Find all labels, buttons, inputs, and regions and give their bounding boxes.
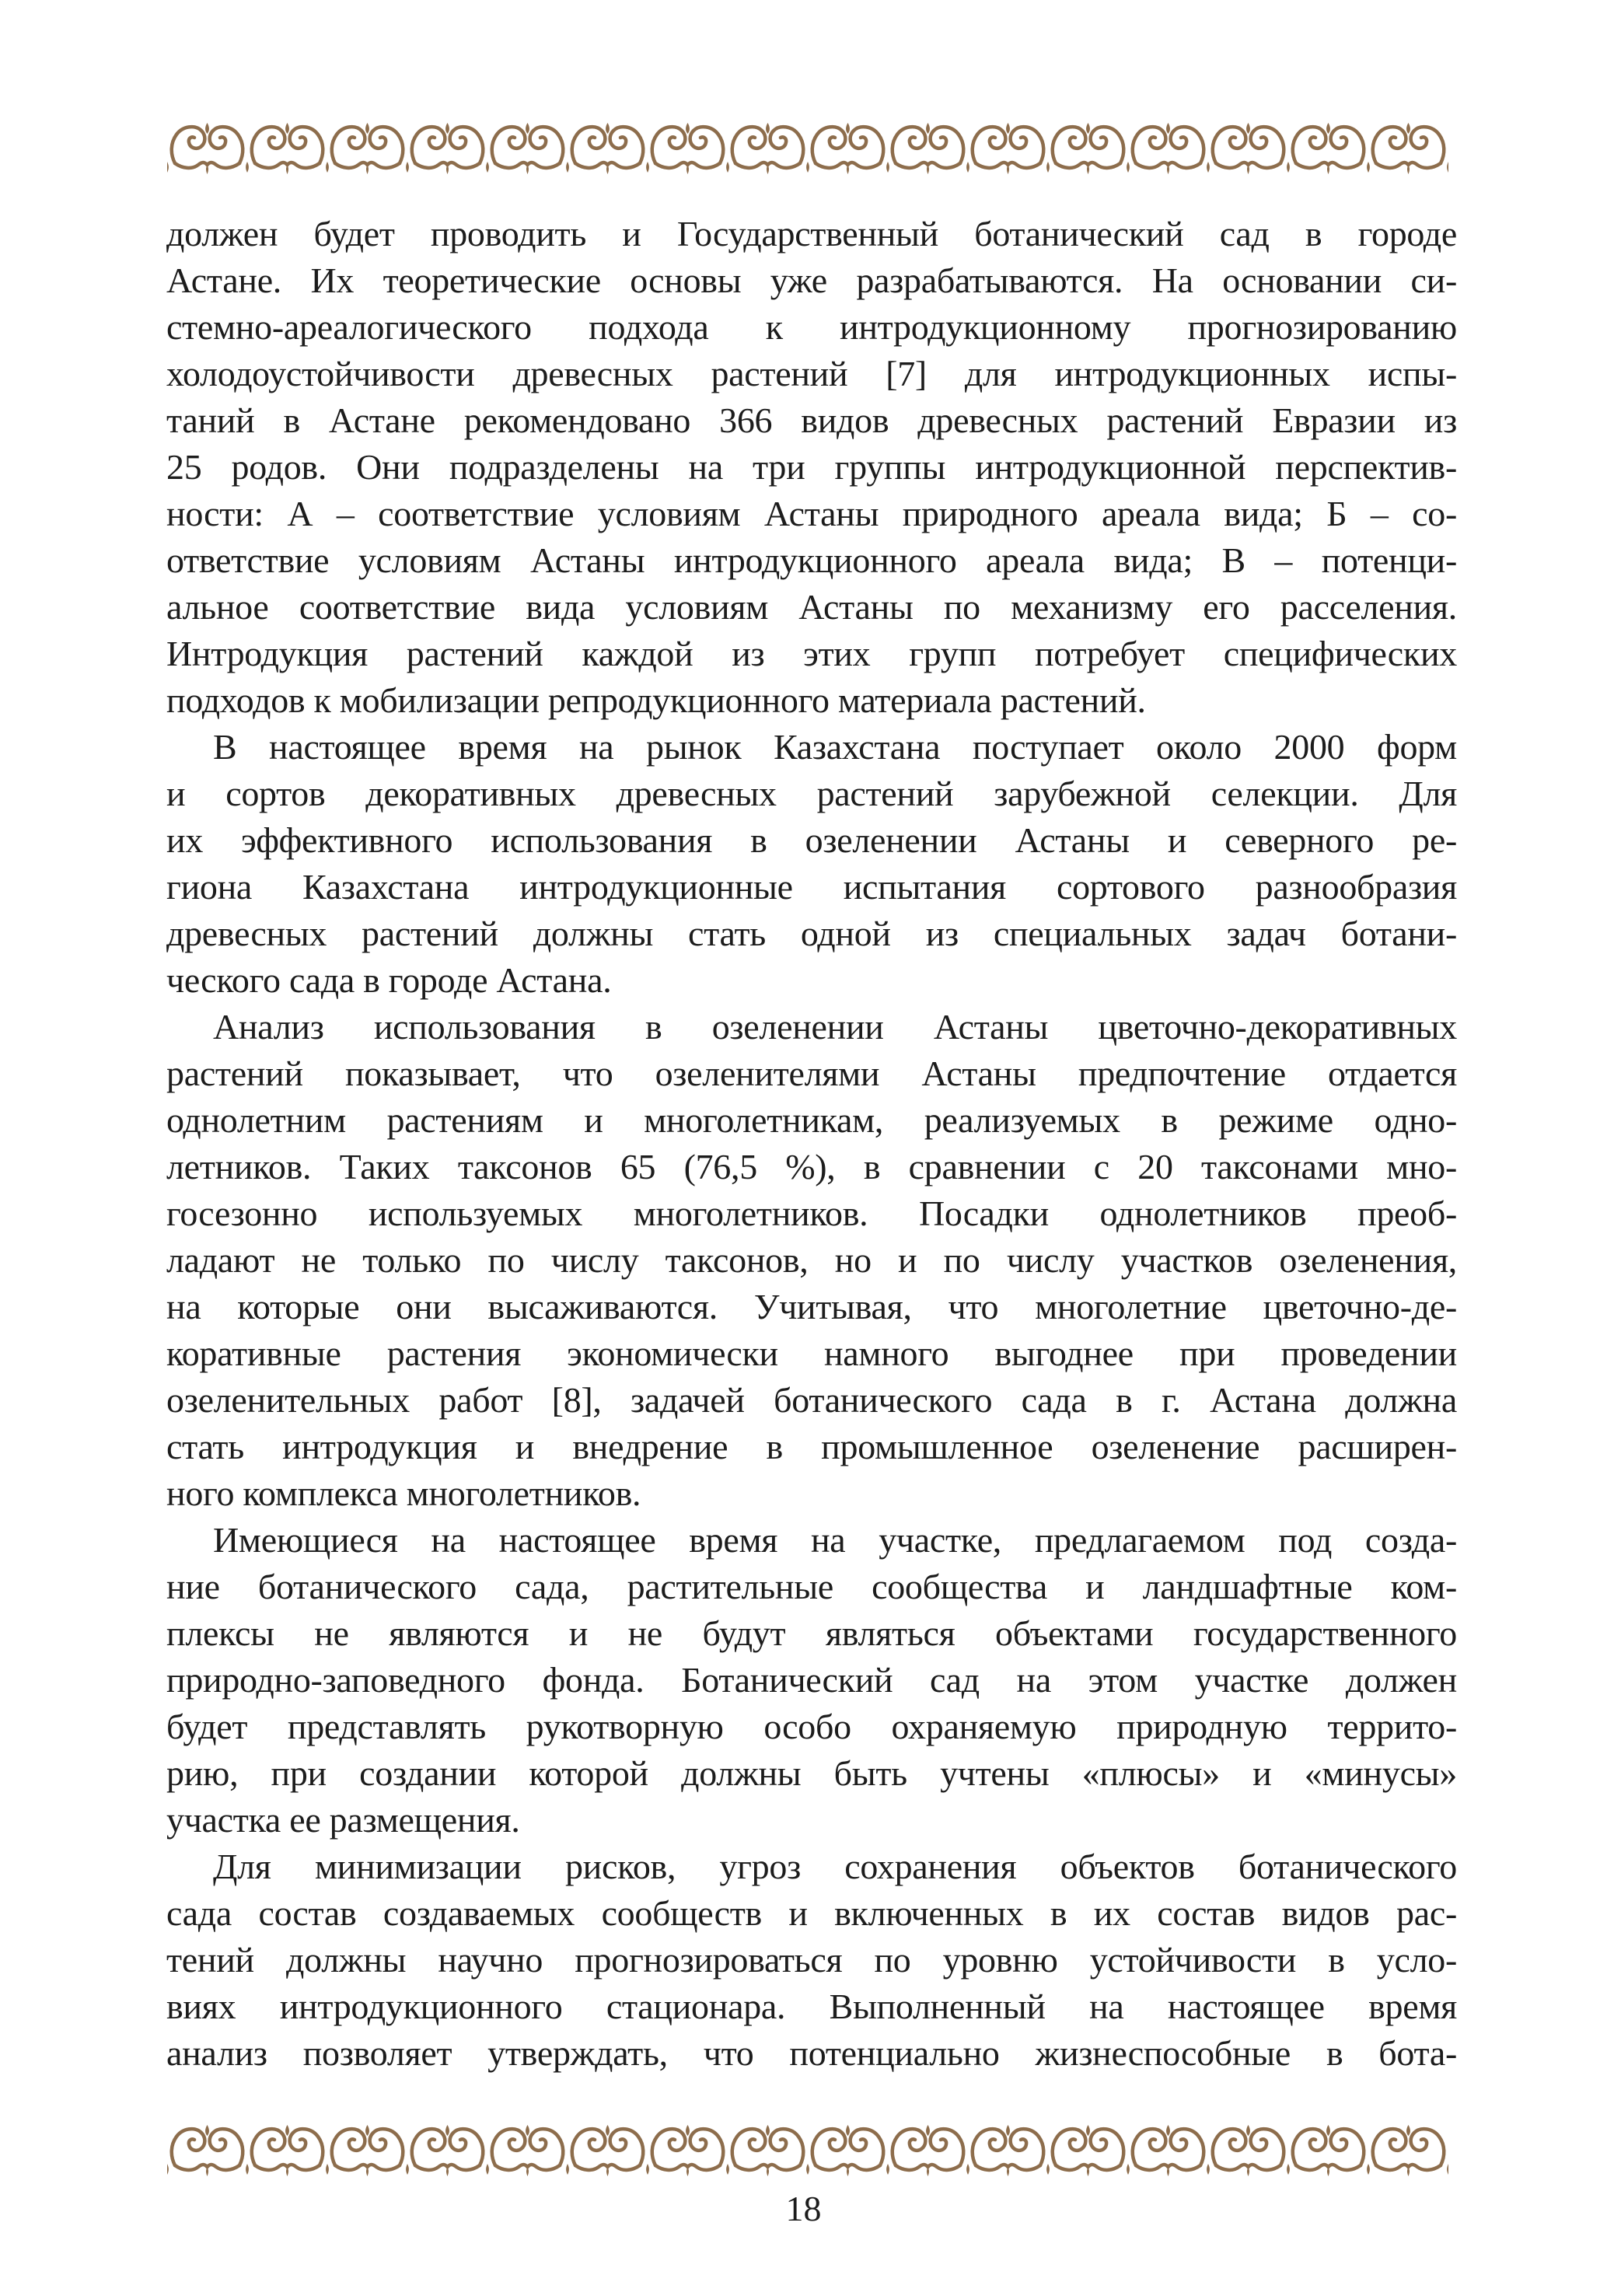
text-line: Астане. Их теоретические основы уже разрабатываются. На основании си-: [166, 260, 1457, 300]
text-line: холодоустойчивости древесных растений [7] для интродукционных испы-: [166, 354, 1457, 393]
text-line: 25 родов. Они подразделены на три группы интродукционной перспектив-: [166, 447, 1457, 487]
text-line: анализ позволяет утверждать, что потенциально жизнеспособные в бота-: [166, 2033, 1457, 2073]
text-line: растений показывает, что озеленителями Астаны предпочтение отдается: [166, 1054, 1457, 1093]
text-line: ческого сада в городе Астана.: [166, 960, 612, 1000]
text-line: подходов к мобилизации репродукционного материала растений.: [166, 680, 1146, 720]
text-line: тений должны научно прогнозироваться по уровню устойчивости в усло-: [166, 1940, 1457, 1980]
text-line: Интродукция растений каждой из этих групп потребует специфических: [166, 634, 1457, 673]
text-line: на которые они высаживаются. Учитывая, что многолетние цветочно-де-: [166, 1287, 1457, 1326]
paragraph: [166, 211, 1457, 724]
text-line: ние ботанического сада, растительные сообщества и ландшафтные ком-: [166, 1567, 1457, 1606]
text-line: ответствие условиям Астаны интродукционного ареала вида; В – потенци-: [166, 540, 1457, 580]
text-line: однолетним растениям и многолетникам, реализуемых в режиме одно-: [166, 1100, 1457, 1140]
text-line: плексы не являются и не будут являться объектами государственного: [166, 1613, 1457, 1653]
text-line: виях интродукционного стационара. Выполненный на настоящее время: [166, 1987, 1457, 2026]
text-line: Имеющиеся на настоящее время на участке, предлагаемом под созда-: [213, 1520, 1457, 1560]
text-line: госезонно используемых многолетников. Посадки однолетников преоб-: [166, 1193, 1457, 1233]
text-line: стемно-ареалогического подхода к интродукционному прогнозированию: [166, 307, 1457, 347]
text-line: будет представлять рукотворную особо охраняемую природную террито-: [166, 1707, 1457, 1746]
text-line: участка ее размещения.: [166, 1800, 520, 1840]
text-line: ности: А – соответствие условиям Астаны природного ареала вида; Б – со-: [166, 494, 1457, 533]
text-line: рию, при создании которой должны быть учтены «плюсы» и «минусы»: [166, 1753, 1457, 1793]
text-line: должен будет проводить и Государственный ботанический сад в городе: [166, 214, 1457, 253]
text-line: коративные растения экономически намного выгоднее при проведении: [166, 1333, 1457, 1373]
ornamental-border-bottom-icon: [167, 2123, 1448, 2181]
text-line: В настоящее время на рынок Казахстана поступает около 2000 форм: [213, 727, 1457, 767]
text-line: сада состав создаваемых сообществ и включенных в их состав видов рас-: [166, 1893, 1457, 1933]
text-line: таний в Астане рекомендовано 366 видов древесных растений Евразии из: [166, 400, 1457, 440]
text-line: стать интродукция и внедрение в промышленное озеленение расширен-: [166, 1427, 1457, 1466]
text-line: гиона Казахстана интродукционные испытания сортового разнообразия: [166, 867, 1457, 907]
page-number: 18: [785, 2189, 822, 2228]
text-line: Для минимизации рисков, угроз сохранения объектов ботанического: [213, 1847, 1457, 1886]
text-line: ладают не только по числу таксонов, но и по числу участков озеленения,: [166, 1240, 1457, 1280]
text-line: Анализ использования в озеленении Астаны цветочно-декоративных: [213, 1007, 1457, 1047]
paragraph: [166, 724, 1457, 1004]
text-line: и сортов декоративных древесных растений зарубежной селекции. Для: [166, 774, 1457, 813]
text-line: природно-заповедного фонда. Ботанический сад на этом участке должен: [166, 1660, 1457, 1700]
text-line: их эффективного использования в озеленении Астаны и северного ре-: [166, 820, 1457, 860]
text-line: ного комплекса многолетников.: [166, 1473, 641, 1513]
text-line: альное соответствие вида условиям Астаны по механизму его расселения.: [166, 587, 1457, 627]
paragraph: [166, 1004, 1457, 1517]
ornamental-border-top-icon: [167, 121, 1448, 179]
text-line: летников. Таких таксонов 65 (76,5 %), в сравнении с 20 таксонами мно-: [166, 1147, 1457, 1186]
page-text: [166, 211, 1457, 2077]
text-line: озеленительных работ [8], задачей ботанического сада в г. Астана должна: [166, 1380, 1457, 1420]
text-line: древесных растений должны стать одной из специальных задач ботани-: [166, 914, 1457, 953]
paragraph: [166, 1843, 1457, 2077]
paragraph: [166, 1517, 1457, 1843]
